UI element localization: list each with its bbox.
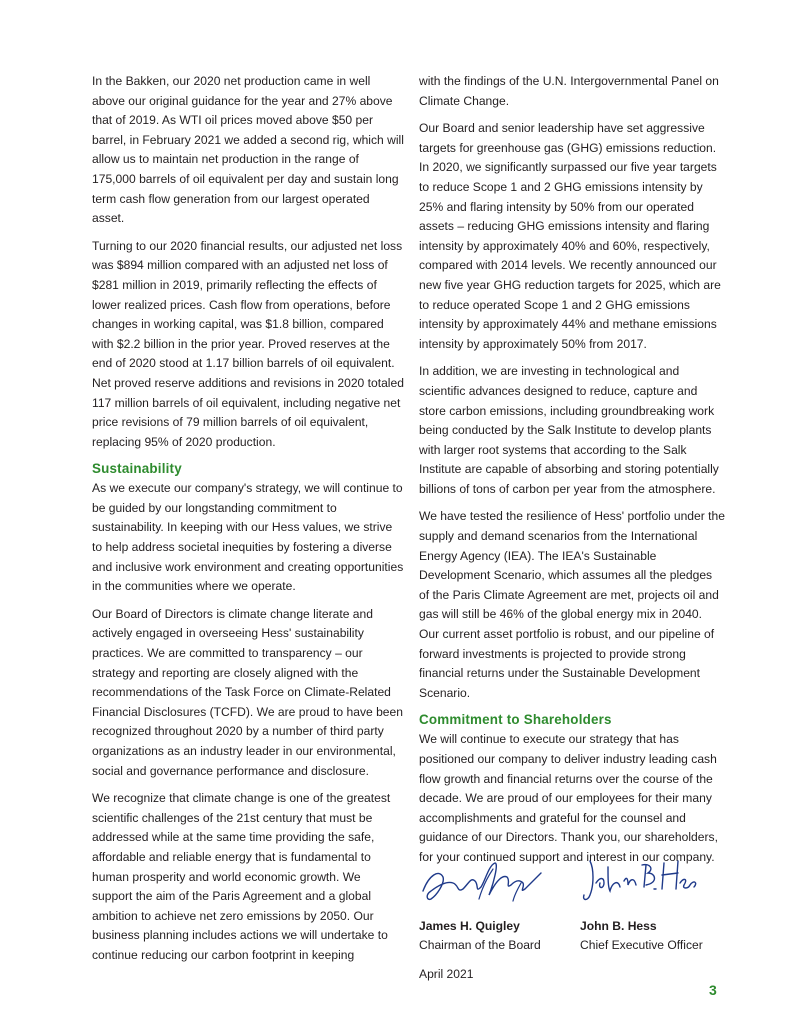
page-number: 3 <box>709 982 717 998</box>
shareholders-heading: Commitment to Shareholders <box>419 712 612 728</box>
letter-date: April 2021 <box>419 967 474 981</box>
signature-hess <box>580 855 720 955</box>
signature-quigley <box>419 855 569 955</box>
paragraph-iea-scenarios: We have tested the resilience of Hess' portfolio under the supply and demand scenarios from the International Energy Agency (IEA). The IEA's Sustainable Development Scenario, which assumes all the pledges of the Paris Climate Agreement are met, projects oil and gas will still be 46% of the global energy mix in 2040. Our current asset portfolio is robust, and our pipeline of forward investments is projected to provide strong financial returns under the Sustainable Development Scenario. <box>419 509 725 700</box>
paragraph-shareholders: We will continue to execute our strategy that has positioned our company to deliver industry leading cash flow growth and financial returns over the course of the decade. We are proud of our employees for their many accomplishments and grateful for the counsel and guidance of our Directors. Thank you, our shareholders, for your continued support and interest in our company. <box>419 732 718 864</box>
right-column <box>419 72 725 876</box>
signer-name-quigley: James H. Quigley <box>419 919 520 933</box>
sustainability-heading: Sustainability <box>92 461 182 477</box>
paragraph-climate-change: We recognize that climate change is one of the greatest scientific challenges of the 21st century that must be addressed while at the same time providing the safe, affordable and reliable energy that is fundamental to human prosperity and world economic growth. We support the aim of the Paris Agreement and a global ambition to achieve net zero emissions by 2050. Our business planning includes actions we will undertake to continue reducing our carbon footprint in keeping <box>92 791 391 962</box>
signature-block <box>419 855 725 955</box>
paragraph-financial-results: Turning to our 2020 financial results, our adjusted net loss was $894 million compared with an adjusted net loss of $281 million in 2019, primarily reflecting the effects of lower realized prices. Cash flow from operations, before changes in working capital, was $1.8 billion, compared with $2.2 billion in the prior year. Proved reserves at the end of 2020 stood at 1.17 billion barrels of oil equivalent. Net proved reserve additions and revisions in 2020 totaled 117 million barrels of oil equivalent, including negative net price revisions of 79 million barrels of oil equivalent, replacing 95% of 2020 production. <box>92 238 404 449</box>
paragraph-sustainability: As we execute our company's strategy, we will continue to be guided by our longstanding commitment to sustainability. In keeping with our Hess values, we strive to help address societal inequities by fostering a diverse and inclusive work environment and creating opportunities in the communities where we operate. <box>92 481 404 594</box>
signer-title-hess: Chief Executive Officer <box>580 938 703 952</box>
paragraph-technology: In addition, we are investing in technological and scientific advances designed to reduce, capture and store carbon emissions, including groundbreaking work being conducted by the Salk Institute to develop plants with larger root systems that according to the Salk Institute are capable of absorbing and storing potentially billions of tons of carbon per year from the atmosphere. <box>419 364 719 496</box>
signature-hess-image <box>580 855 700 913</box>
paragraph-bakken: In the Bakken, our 2020 net production came in well above our original guidance for the year and 27% above that of 2019. As WTI oil prices moved above $50 per barrel, in February 2021 we added a second rig, which will allow us to maintain net production in the range of 175,000 barrels of oil equivalent per day and sustain long term cash flow generation from our largest operated asset. <box>92 74 404 226</box>
paragraph-ghg-targets: Our Board and senior leadership have set aggressive targets for greenhouse gas (GHG) emissions reduction. In 2020, we significantly surpassed our five year targets to reduce Scope 1 and 2 GHG emissions intensity by 25% and flaring intensity by 50% from our operated assets – reducing GHG emissions intensity and flaring intensity by approximately 40% and 60%, respectively, compared with 2014 levels. We recently announced our new five year GHG reduction targets for 2025, which are to reduce operated Scope 1 and 2 GHG emissions intensity by approximately 44% and methane emissions intensity by approximately 50% from 2017. <box>419 121 721 351</box>
paragraph-board-climate: Our Board of Directors is climate change literate and actively engaged in overseeing Hess' sustainability practices. We are committed to transparency – our strategy and reporting are closely aligned with the recommendations of the Task Force on Climate-Related Financial Disclosures (TCFD). We are proud to have been recognized throughout 2020 by a number of third party organizations as an industry leader in our environmental, social and governance performance and disclosure. <box>92 606 403 778</box>
left-column <box>92 72 404 974</box>
paragraph-ipcc: with the findings of the U.N. Intergovernmental Panel on Climate Change. <box>419 74 719 108</box>
signature-quigley-image <box>419 855 549 913</box>
signer-title-quigley: Chairman of the Board <box>419 938 541 952</box>
signer-name-hess: John B. Hess <box>580 919 657 933</box>
